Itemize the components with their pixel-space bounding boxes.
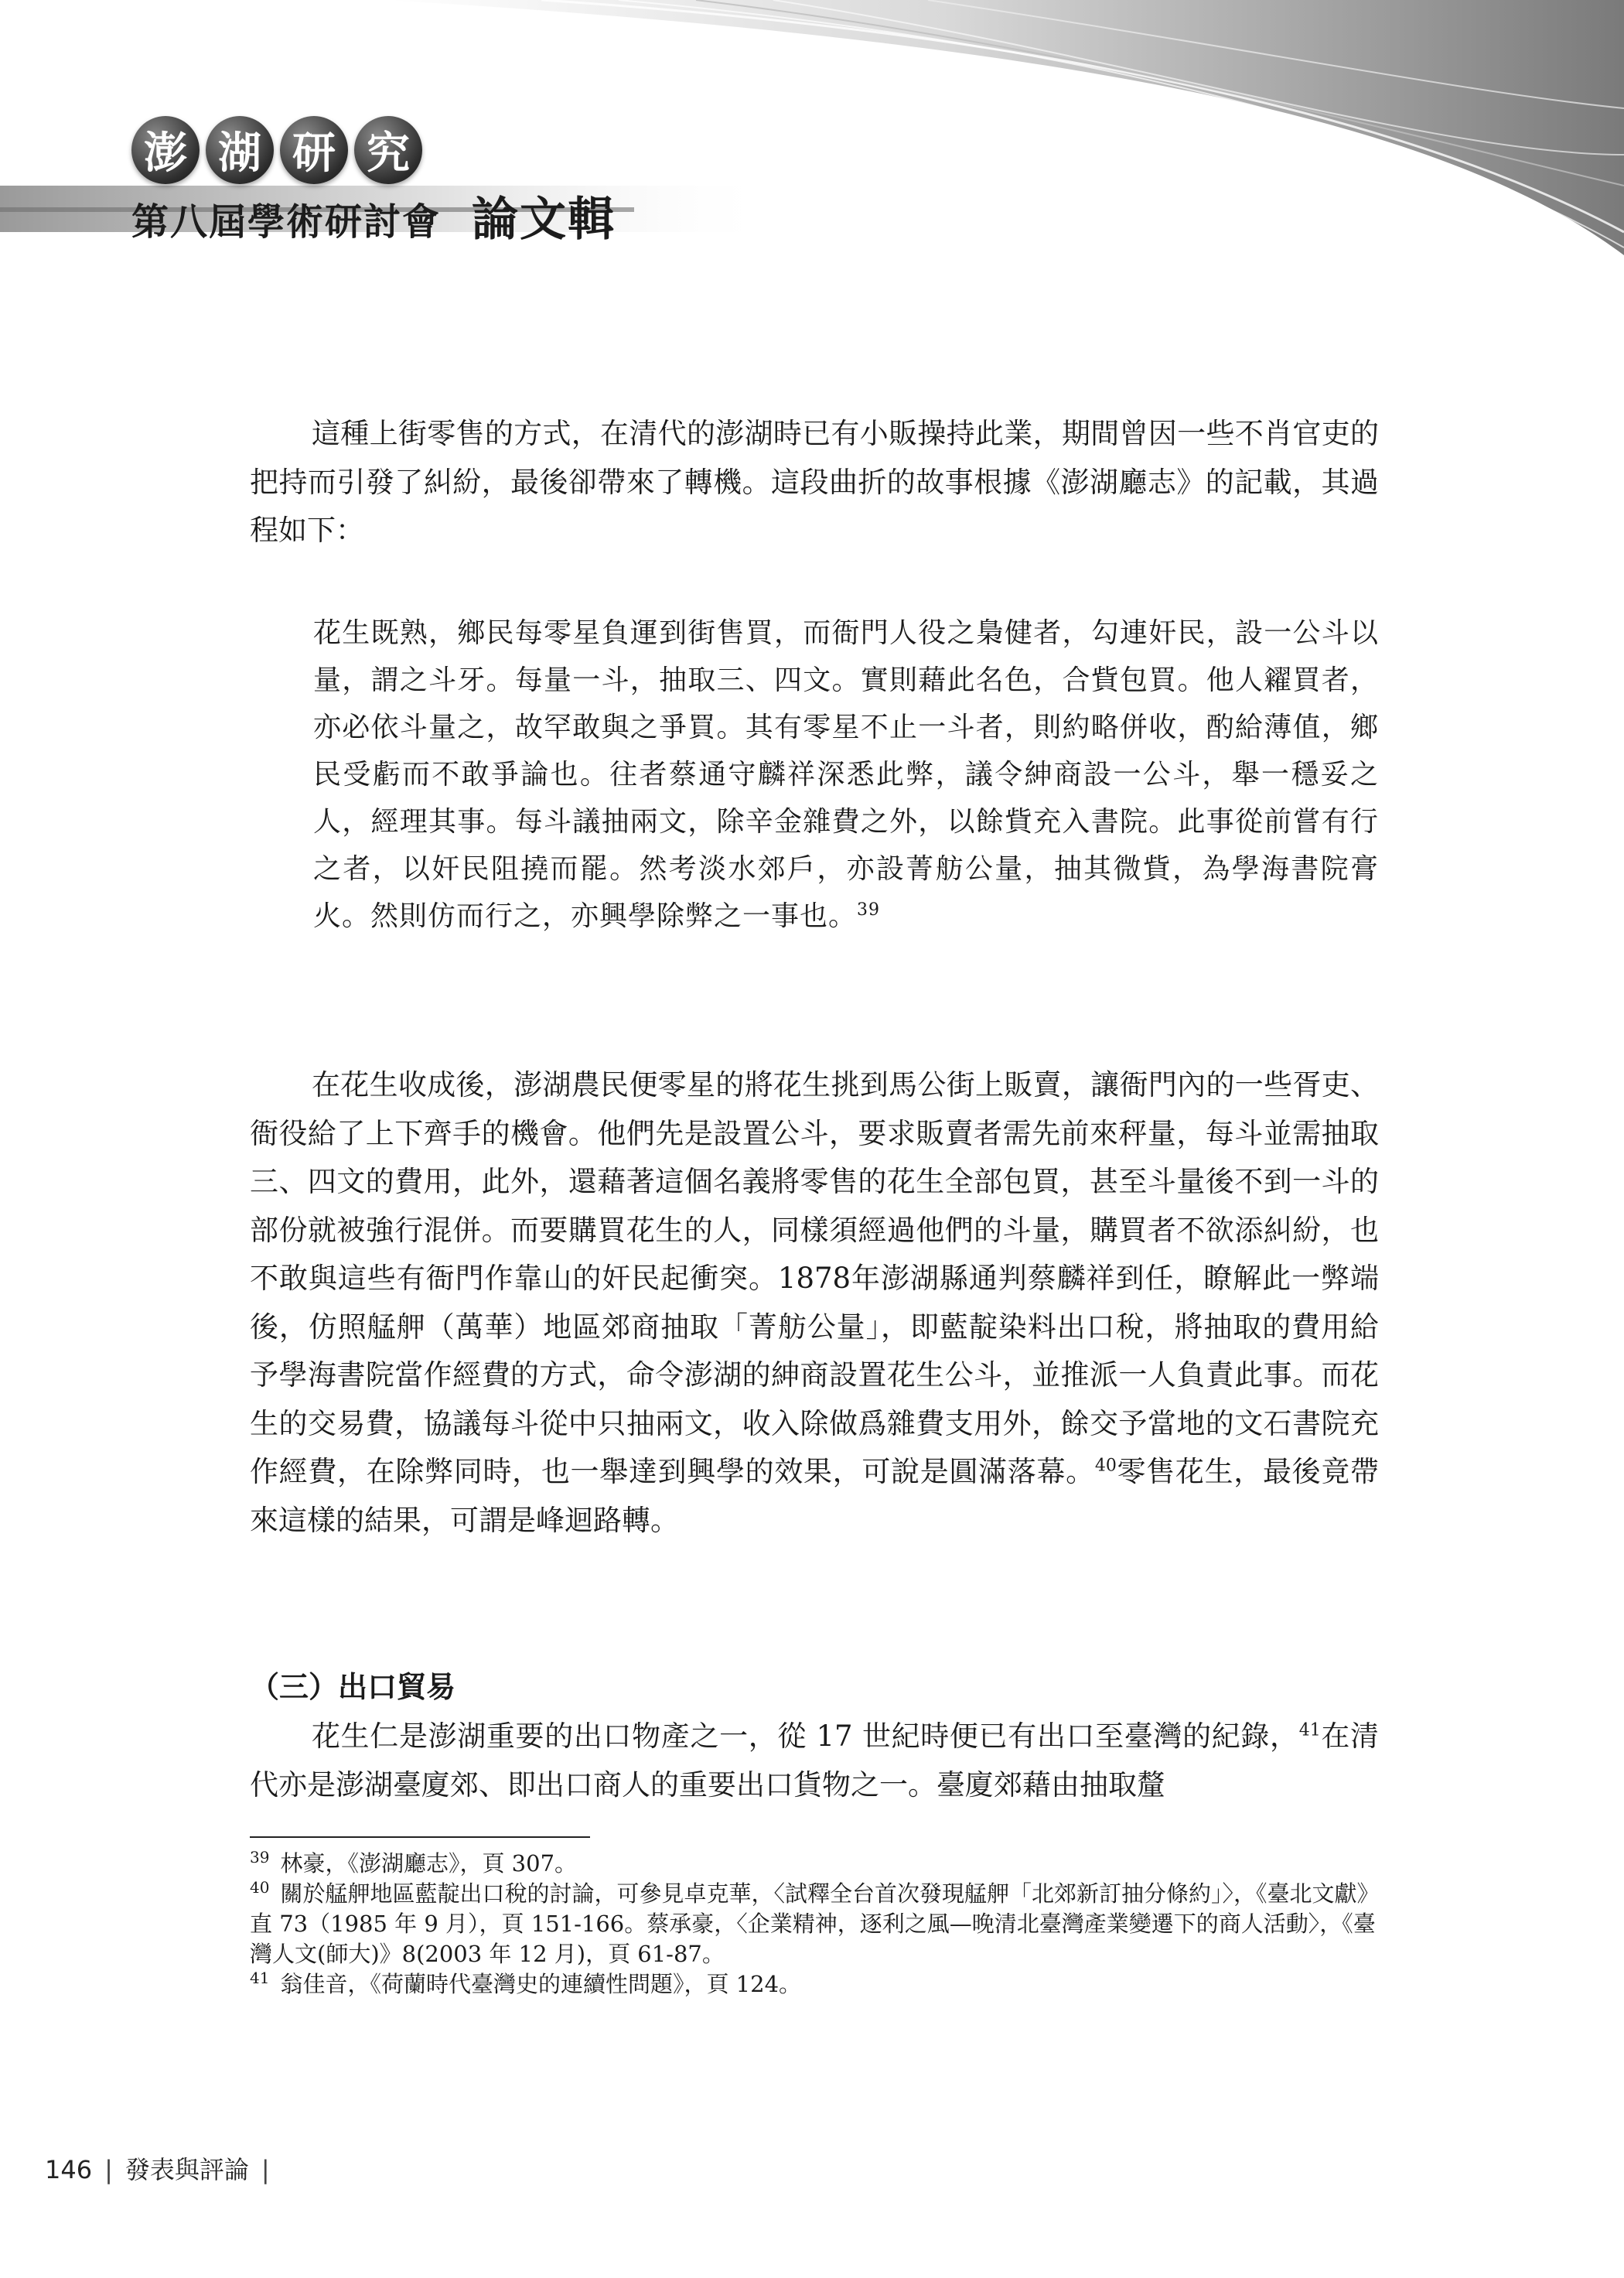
paragraph-2-text-b: 零售花生，最後竟帶來這樣的結果，可謂是峰迴路轉。 [250, 1455, 1380, 1537]
footer-separator-end: | [261, 2155, 270, 2184]
paragraph-3-block [250, 1713, 1379, 1809]
footnote-text: 關於艋舺地區藍靛出口稅的討論，可參見卓克華，〈試釋全台首次發現艋舺「北郊新訂抽分條約」〉，《臺北文獻》直 73（1985 年 9 月），頁 151-166。蔡承豪，〈企業精神，逐利之風—晚清北臺灣產業變遷下的商人活動〉，《臺灣人文(師大)》8(2003 年 12 月)，頁 61-87。 [250, 1880, 1376, 1967]
footnote-40 [250, 1879, 1379, 1969]
journal-title [131, 116, 422, 184]
footnotes [250, 1849, 1379, 2000]
footer-separator: | [104, 2155, 113, 2184]
block-quote-text: 花生既熟，鄉民每零星負運到街售買，而衙門人役之梟健者，勾連奸民，設一公斗以量，謂之斗牙。每量一斗，抽取三、四文。實則藉此名色，合貲包買。他人糴買者，亦必依斗量之，故罕敢與之爭買。其有零星不止一斗者，則約略併收，酌給薄值，鄉民受虧而不敢爭論也。往者蔡通守麟祥深悉此弊，議令紳商設一公斗，舉一穩妥之人，經理其事。每斗議抽兩文，除辛金雜費之外，以餘貲充入書院。此事從前嘗有行之者，以奸民阻撓而罷。然考淡水郊戶，亦設菁舫公量，抽其微貲，為學海書院膏火。然則仿而行之，亦興學除弊之一事也。 [313, 617, 1379, 932]
paragraph-1-block [250, 410, 1379, 555]
footnote-divider [250, 1836, 590, 1838]
footnote-number: 39 [250, 1848, 270, 1867]
page-footer [45, 2150, 282, 2186]
footnote-ref-41: 41 [1298, 1720, 1321, 1740]
paragraph-1: 這種上街零售的方式，在清代的澎湖時已有小販操持此業，期間曾因一些不肖官吏的把持而引發了糾紛，最後卻帶來了轉機。這段曲折的故事根據《澎湖廳志》的記載，其過程如下： [250, 417, 1379, 547]
paragraph-3 [250, 1713, 1379, 1809]
footer-section-label: 發表與評論 [125, 2155, 249, 2184]
title-char-1: 澎 [131, 116, 200, 184]
title-char-4: 究 [354, 116, 422, 184]
section-heading: （三）出口貿易 [250, 1669, 456, 1704]
title-char-2: 湖 [206, 116, 274, 184]
footnote-39 [250, 1849, 1379, 1879]
paragraph-3-text-a: 花生仁是澎湖重要的出口物產之一，從 17 世紀時便已有出口至臺灣的紀錄， [312, 1720, 1299, 1753]
paragraph-2-text-a: 在花生收成後，澎湖農民便零星的將花生挑到馬公街上販賣，讓衙門內的一些胥吏、衙役給了上下齊手的機會。他們先是設置公斗，要求販賣者需先前來秤量，每斗並需抽取三、四文的費用，此外，還藉著這個名義將零售的花生全部包買，甚至斗量後不到一斗的部份就被強行混併。而要購買花生的人，同樣須經過他們的斗量，購買者不欲添糾紛，也不敢與這些有衙門作靠山的奸民起衝突。1878年澎湖縣通判蔡麟祥到任，瞭解此一弊端後，仿照艋舺（萬華）地區郊商抽取「菁舫公量」，即藍靛染料出口稅，將抽取的費用給予學海書院當作經費的方式，命令澎湖的紳商設置花生公斗，並推派一人負責此事。而花生的交易費，協議每斗從中只抽兩文，收入除做爲雜費支用外，餘交予當地的文石書院充作經費，在除弊同時，也一舉達到興學的效果，可說是圓滿落幕。 [250, 1068, 1379, 1488]
paragraph-3-text-b: 在清代亦是澎湖臺廈郊、即出口商人的重要出口貨物之一。臺廈郊藉由抽取釐 [250, 1720, 1380, 1802]
paragraph-2-block [250, 1061, 1379, 1545]
header-subtitle: 第八屆學術研討會 [131, 200, 442, 244]
footnote-text: 林豪，《澎湖廳志》，頁 307。 [280, 1850, 578, 1877]
paragraph-2 [250, 1061, 1379, 1545]
page-number: 146 [45, 2155, 93, 2184]
title-char-3: 研 [280, 116, 348, 184]
block-quote [313, 610, 1379, 940]
header-band [0, 0, 1624, 255]
header-subtitle-emphasis: 論文輯 [472, 193, 616, 247]
footnote-ref-40: 40 [1094, 1456, 1117, 1476]
footnote-number: 40 [250, 1878, 270, 1897]
footnote-ref-39: 39 [857, 900, 881, 920]
footnote-text: 翁佳音，《荷蘭時代臺灣史的連續性問題》，頁 124。 [280, 1971, 802, 1997]
footnote-number: 41 [250, 1969, 270, 1988]
footnote-41 [250, 1969, 1379, 2000]
